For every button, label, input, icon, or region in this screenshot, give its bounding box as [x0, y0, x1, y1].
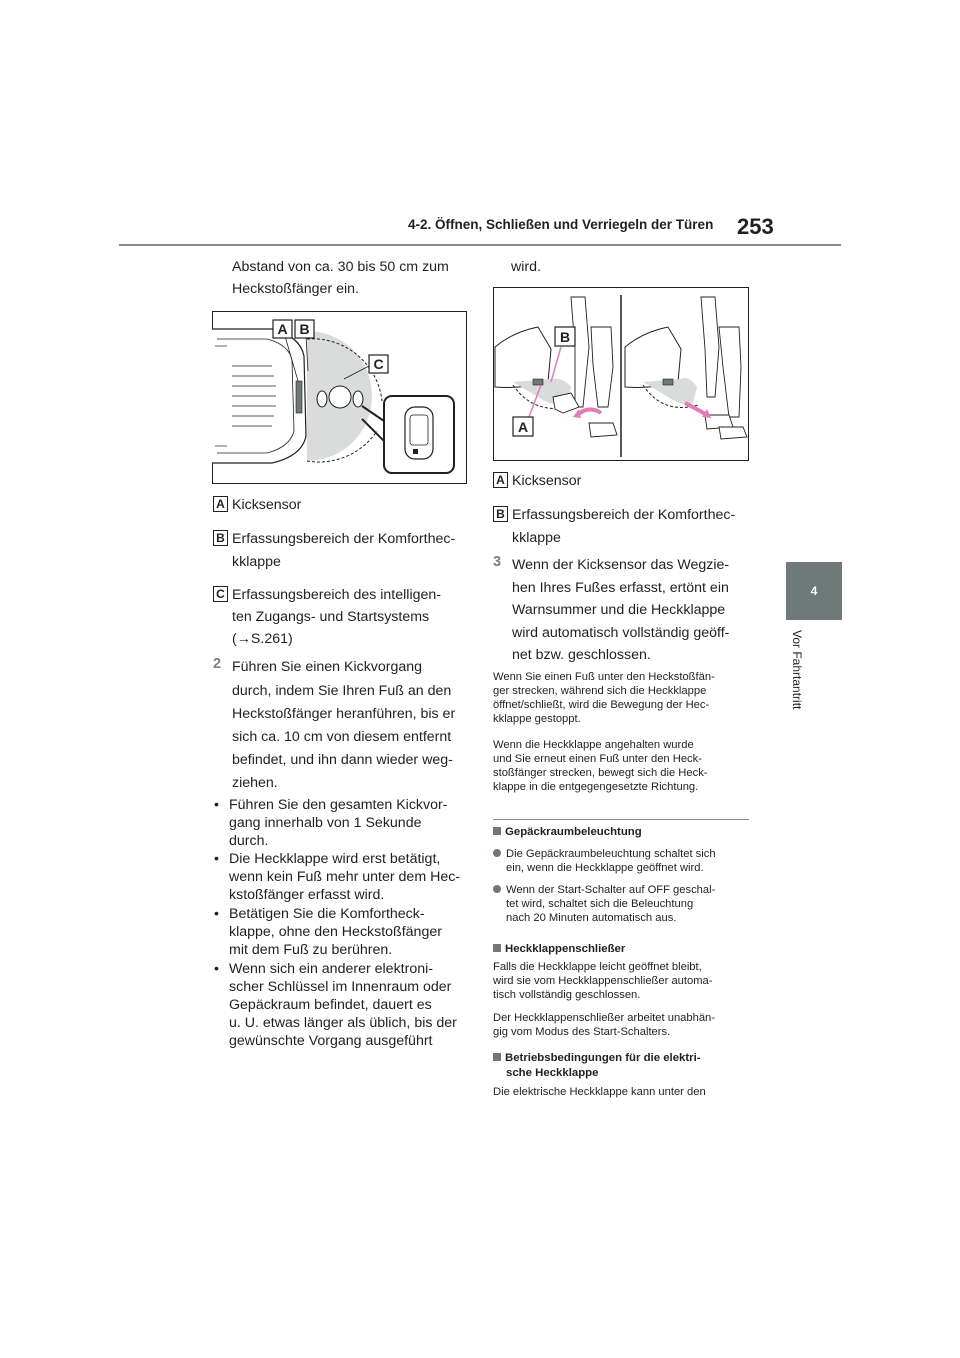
figure2-callout-a: A [517, 419, 529, 435]
legend-text: ten Zugangs- und Startsystems [232, 609, 430, 625]
legend-text: Erfassungsbereich der Komforthec- [232, 531, 456, 547]
bullet-marker: • [214, 797, 219, 813]
section-text: tisch vollständig geschlossen. [493, 989, 641, 1001]
note-text: öffnet/schließt, wird die Bewegung der Hec- [493, 699, 710, 711]
section-text: ein, wenn die Heckklappe geöffnet wird. [506, 862, 704, 874]
bullet-text: scher Schlüssel im Innenraum oder [229, 979, 452, 995]
step-text: Führen Sie einen Kickvorgang [232, 659, 423, 675]
note-text: Wenn Sie einen Fuß unter den Heckstoßfän- [493, 671, 715, 683]
header-rule [119, 244, 841, 246]
section-heading: Gepäckraumbeleuchtung [493, 825, 642, 839]
intro-line: Heckstoßfänger ein. [232, 281, 359, 297]
section-heading: Heckklappenschließer [493, 942, 625, 956]
step-text: Warnsummer und die Heckklappe [512, 602, 726, 618]
section-text: nach 20 Minuten automatisch aus. [506, 912, 677, 924]
legend-text: Kicksensor [512, 473, 582, 489]
legend-text: (→S.261) [232, 631, 293, 647]
bullet-text: Betätigen Sie die Komfortheck- [229, 906, 425, 922]
bullet-text: durch. [229, 833, 269, 849]
section-title: 4-2. Öffnen, Schließen und Verriegeln der Türen [408, 217, 714, 232]
bullet-text: klappe, ohne den Heckstoßfänger [229, 924, 442, 940]
bullet-text: kstoßfänger erfasst wird. [229, 887, 385, 903]
section-text: Falls die Heckklappe leicht geöffnet bleibt, [493, 961, 702, 973]
page-number: 253 [737, 214, 774, 239]
legend-letter-c: C [213, 586, 228, 602]
section-text: Der Heckklappenschließer arbeitet unabhän- [493, 1012, 716, 1024]
chapter-tab: 4 [786, 562, 842, 620]
note-text: und Sie erneut einen Fuß unter den Heck- [493, 753, 702, 765]
bullet-marker: • [214, 961, 219, 977]
step-number: 2 [213, 656, 222, 672]
legend-letter-b: B [213, 530, 228, 546]
chapter-title: Vor Fahrtantritt [790, 630, 804, 710]
section-heading: sche Heckklappe [506, 1067, 599, 1079]
bullet-text: Gepäckraum befindet, dauert es [229, 997, 432, 1013]
section-text: Die Gepäckraumbeleuchtung schaltet sich [506, 848, 716, 860]
bullet-text: gewünschte Vorgang ausgeführt [229, 1033, 433, 1049]
bullet-marker: • [214, 906, 219, 922]
bullet-text: u. U. etwas länger als üblich, bis der [229, 1015, 457, 1031]
bullet-text: mit dem Fuß zu berühren. [229, 942, 393, 958]
note-text: klappe in die entgegengesetzte Richtung. [493, 781, 699, 793]
step-text: durch, indem Sie Ihren Fuß an den [232, 683, 452, 699]
note-text: ger strecken, während sich die Heckklappe [493, 685, 707, 697]
legend-letter-a: A [493, 472, 508, 488]
bullet-text: Wenn sich ein anderer elektroni- [229, 961, 433, 977]
step-text: net bzw. geschlossen. [512, 647, 651, 663]
legend-text: Erfassungsbereich des intelligen- [232, 587, 441, 603]
bullet-marker: • [214, 851, 219, 867]
step-text: hen Ihres Fußes erfasst, ertönt ein [512, 580, 729, 596]
legend-text: Erfassungsbereich der Komforthec- [512, 507, 736, 523]
step-text: wird automatisch vollständig geöff- [512, 625, 730, 641]
legend-text: kklappe [232, 554, 281, 570]
note-text: kklappe gestoppt. [493, 713, 581, 725]
figure1-callout-c: C [373, 356, 384, 372]
round-bullet-icon [493, 848, 501, 862]
square-bullet-icon [493, 827, 501, 835]
bullet-text: Führen Sie den gesamten Kickvor- [229, 797, 448, 813]
legend-text: kklappe [512, 530, 561, 546]
step-text: Heckstoßfänger heranführen, bis er [232, 706, 456, 722]
legend-letter-b: B [493, 506, 508, 522]
step-text: Wenn der Kicksensor das Wegzie- [512, 557, 730, 573]
step-number: 3 [493, 554, 502, 570]
section-heading: Betriebsbedingungen für die elektri- [493, 1051, 701, 1065]
section-text: tet wird, schaltet sich die Beleuchtung [506, 898, 694, 910]
section-text: wird sie vom Heckklappenschließer automa- [493, 975, 713, 987]
section-text: Wenn der Start-Schalter auf OFF geschal- [506, 884, 716, 896]
bullet-text: wenn kein Fuß mehr unter dem Hec- [229, 869, 461, 885]
figure-kick-motion-side-view [493, 287, 749, 461]
section-divider [493, 819, 749, 820]
section-text: Die elektrische Heckklappe kann unter den [493, 1086, 706, 1098]
figure1-callout-a: A [277, 321, 288, 337]
round-bullet-icon [493, 884, 501, 898]
square-bullet-icon [493, 1053, 501, 1061]
figure1-callout-b: B [299, 321, 310, 337]
step-text: befindet, und ihn dann wieder weg- [232, 752, 453, 768]
square-bullet-icon [493, 944, 501, 952]
bullet-text: Die Heckklappe wird erst betätigt, [229, 851, 441, 867]
intro-line: Abstand von ca. 30 bis 50 cm zum [232, 259, 449, 275]
figure2-callout-b: B [559, 329, 571, 345]
legend-letter-a: A [213, 496, 228, 512]
step-text: sich ca. 10 cm von diesem entfernt [232, 729, 452, 745]
legend-text: Kicksensor [232, 497, 302, 513]
continuation-text: wird. [511, 259, 541, 275]
step-text: ziehen. [232, 775, 278, 791]
figure-kick-sensor-top-view [212, 311, 467, 484]
note-text: Wenn die Heckklappe angehalten wurde [493, 739, 694, 751]
bullet-text: gang innerhalb von 1 Sekunde [229, 815, 422, 831]
note-text: stoßfänger strecken, bewegt sich die Heck- [493, 767, 708, 779]
section-text: gig vom Modus des Start-Schalters. [493, 1026, 671, 1038]
